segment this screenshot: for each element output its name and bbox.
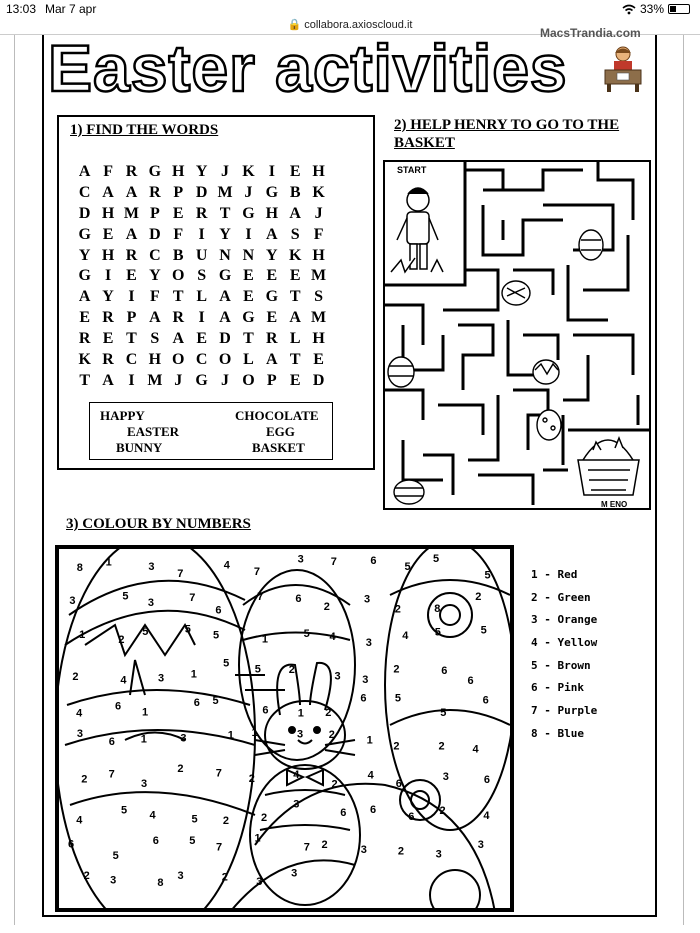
word-search-letter[interactable]: C [78,183,91,201]
colour-legend [531,568,597,750]
word-search-letter[interactable]: O [218,351,232,369]
region-number: 2 [83,870,90,883]
region-number: 2 [321,839,328,851]
word-search-letter[interactable]: I [268,163,275,180]
region-number: 5 [433,552,440,565]
word-search-letter[interactable]: N [242,246,255,264]
word-search-letter[interactable]: I [128,371,135,389]
legend-item: 6 - Pink [531,681,584,695]
word-list-box [89,402,333,460]
region-number: 4 [76,814,83,827]
word-search-letter[interactable]: E [266,309,278,327]
word-search-letter[interactable]: H [172,163,185,180]
legend-item: 5 - Brown [531,658,591,672]
word-search-letter[interactable]: M [123,204,140,222]
region-number: 3 [297,728,304,741]
lock-icon: 🔒 [287,19,302,31]
word-search-grid [73,163,373,393]
word-search-letter[interactable]: M [311,309,327,327]
region-number: 1 [105,556,112,569]
region-number: 6 [340,807,347,819]
region-number: 5 [121,804,128,817]
region-number: 5 [394,692,402,705]
word-search-letter[interactable]: U [195,246,208,264]
region-number: 3 [147,596,155,609]
word-search-letter[interactable]: A [78,288,91,306]
word-search-letter[interactable]: I [104,267,112,285]
region-number: 2 [81,773,88,786]
word-search-row [73,163,373,184]
section2-title-line2: BASKET [394,135,455,151]
region-number: 5 [480,624,487,637]
word-search-letter[interactable]: R [102,351,114,369]
teacher-logo-icon [603,44,643,94]
region-number: 7 [108,768,115,781]
region-number: 4 [472,743,479,756]
word-search-letter[interactable]: E [289,267,301,285]
word-search-letter[interactable]: C [125,351,138,369]
region-number: 3 [477,839,484,852]
battery-percent: 33% [639,2,664,16]
region-number: 3 [180,732,187,745]
word-search-letter[interactable]: T [172,288,184,306]
word-search-letter[interactable]: R [102,309,114,327]
region-number: 4 [329,630,336,643]
region-number: 5 [434,626,441,639]
word-search-row [73,288,373,309]
word-search-letter[interactable]: A [219,288,231,306]
word-search-letter[interactable]: F [173,225,184,243]
word-search-letter[interactable]: E [196,330,207,348]
word-search-letter[interactable]: A [172,330,185,348]
region-number: 6 [467,674,474,687]
url-text: collabora.axioscloud.it [304,19,413,31]
legend-item: 4 - Yellow [531,636,598,650]
word-search-letter[interactable]: A [102,183,114,201]
region-number: 7 [216,841,223,854]
legend-item: 8 - Blue [531,726,584,740]
section2-title-line1: 2) HELP HENRY TO GO TO THE [394,117,620,133]
region-number: 3 [293,798,300,811]
word-search-letter[interactable]: G [218,267,232,285]
region-number: 6 [483,774,491,787]
region-number: 3 [177,869,184,882]
word-search-letter[interactable]: G [195,371,208,389]
word-search-letter[interactable]: D [149,225,161,243]
word-search-letter[interactable]: G [265,288,279,306]
region-number: 1 [297,707,304,720]
word-search-letter[interactable]: I [128,288,135,306]
region-number: 4 [402,629,409,642]
region-number: 4 [367,769,374,782]
word-search-row [73,205,373,226]
word-search-row [73,184,373,205]
word-search-letter[interactable]: I [198,309,205,327]
word-list-item: BUNNY [116,440,163,455]
word-search-letter[interactable]: S [314,288,324,306]
word-search-letter[interactable]: J [221,371,230,389]
region-number: 6 [115,700,122,713]
region-number: 1 [251,727,258,739]
status-time: 13:03 [6,2,37,16]
word-search-letter[interactable]: Y [219,225,231,243]
word-search-letter[interactable]: S [197,267,207,285]
word-search-letter[interactable]: H [148,351,162,369]
region-number: 4 [120,674,127,687]
word-search-letter[interactable]: A [125,225,138,243]
word-search-letter[interactable]: E [102,330,114,348]
region-number: 2 [393,663,400,676]
region-number: 2 [248,772,255,785]
colour-by-numbers-frame [55,545,514,912]
region-number: 5 [112,849,119,862]
legend-item: 1 - Red [531,568,578,581]
maze [383,160,651,510]
word-search-letter[interactable]: O [172,267,185,285]
region-number: 2 [72,670,79,683]
word-search-letter[interactable]: A [125,183,138,201]
word-search-letter[interactable]: E [243,288,254,306]
word-search-letter[interactable]: E [266,267,278,285]
word-search-letter[interactable]: H [312,330,325,348]
word-search-letter[interactable]: R [149,183,161,201]
region-number: 2 [118,633,125,646]
word-search-letter[interactable]: T [243,330,254,348]
worksheet-title: Easter activities [48,31,568,105]
region-number: 6 [370,554,377,567]
word-search-letter[interactable]: H [101,204,115,222]
region-number: 1 [190,668,197,681]
word-search-letter[interactable]: T [79,371,91,389]
word-search-letter[interactable]: R [78,330,91,348]
section1-title: 1) FIND THE WORDS [70,122,219,138]
region-number: 2 [222,814,230,827]
region-number: 4 [149,809,156,822]
region-number: 3 [110,874,117,887]
legend-item: 2 - Green [531,590,591,604]
status-bar [0,0,700,18]
region-number: 3 [69,595,76,607]
region-number: 4 [223,559,230,572]
word-search-letter[interactable]: G [242,204,255,222]
word-search-letter[interactable]: G [242,309,255,327]
word-search-letter[interactable]: A [289,204,301,222]
word-search-letter[interactable]: J [221,163,230,180]
region-number: 5 [440,707,447,719]
word-list-item: EGG [266,424,295,439]
word-search-letter[interactable]: F [103,163,113,180]
word-search-row [73,351,373,372]
region-number: 7 [253,566,261,579]
status-date: Mar 7 apr [45,2,97,16]
word-search-letter[interactable]: E [243,267,254,285]
region-number: 5 [303,627,310,640]
region-number: 2 [331,778,338,791]
region-number: 3 [158,672,165,685]
word-search-letter[interactable]: T [126,330,137,348]
word-search-letter[interactable]: D [195,183,208,201]
region-number: 5 [484,569,491,582]
word-search-letter[interactable]: Y [266,246,278,264]
word-search-letter[interactable]: R [172,309,185,327]
word-search-letter[interactable]: Y [149,267,161,285]
region-number: 6 [408,811,415,824]
word-search-letter[interactable]: H [265,204,279,222]
legend-item: 7 - Purple [531,704,598,718]
word-search-letter[interactable]: E [102,225,114,243]
region-number: 5 [142,626,149,638]
region-number: 1 [227,729,234,742]
region-number: 3 [76,727,84,740]
region-number: 3 [256,876,263,889]
word-list-item: EASTER [127,424,180,439]
word-search-letter[interactable]: M [217,183,233,201]
word-search-letter[interactable]: F [313,225,324,243]
word-list-item: CHOCOLATE [235,408,319,423]
region-number: 3 [297,553,304,566]
word-search-letter[interactable]: J [174,371,183,389]
word-search-letter[interactable]: J [244,183,253,201]
region-number: 7 [189,592,196,605]
word-search-letter[interactable]: P [126,309,137,327]
region-number: 3 [364,593,371,606]
word-search-letter[interactable]: H [312,163,325,180]
region-number: 2 [221,871,228,884]
region-number: 3 [148,561,155,574]
word-search-letter[interactable]: P [266,371,277,389]
region-number: 5 [122,590,129,603]
word-search-letter[interactable]: G [265,183,279,201]
word-search-letter[interactable]: A [266,351,278,369]
word-search-letter[interactable]: P [149,204,160,222]
legend-item: 3 - Orange [531,613,598,627]
word-search-row [73,330,373,351]
region-number: 2 [394,603,401,616]
region-number: 3 [141,777,148,790]
region-number: 6 [68,838,75,851]
word-search-letter[interactable]: T [289,351,301,369]
word-search-letter[interactable]: E [79,309,91,327]
region-number: 2 [393,740,400,753]
word-search-letter[interactable]: M [311,267,327,285]
word-search-letter[interactable]: F [149,288,160,306]
word-search-letter[interactable]: D [78,204,91,222]
region-number: 4 [76,707,83,720]
region-number: 3 [365,637,372,650]
maze-end-label: M ENO [601,500,628,509]
section3-title: 3) COLOUR BY NUMBERS [66,516,251,532]
word-search-letter[interactable]: E [172,204,184,222]
word-search-letter[interactable]: D [312,371,325,389]
region-number: 2 [177,763,184,776]
word-search-letter[interactable]: L [196,288,207,306]
word-search-letter[interactable]: K [242,163,255,180]
region-number: 3 [435,848,442,861]
region-number: 1 [254,832,261,845]
region-number: 6 [215,604,222,617]
word-search-letter[interactable]: L [243,351,254,369]
word-search-letter[interactable]: A [102,371,114,389]
word-search-letter[interactable]: H [101,246,115,264]
region-number: 2 [439,805,446,817]
status-right [622,2,690,16]
region-number: 6 [370,804,377,816]
word-search-letter[interactable]: G [78,267,91,285]
word-search-row [73,267,373,288]
word-search-letter[interactable]: E [313,351,324,369]
region-number: 8 [434,602,441,615]
region-number: 1 [140,733,147,746]
region-number: 2 [397,845,405,858]
region-number: 8 [157,877,164,890]
page-edge-left [14,35,15,925]
word-search-letter[interactable]: B [172,246,184,264]
easter-basket-icon [578,438,639,495]
region-number: 2 [261,811,268,824]
word-search-letter[interactable]: H [312,246,325,264]
region-number: 4 [483,810,490,822]
word-search-letter[interactable]: E [289,371,301,389]
maze-start-label: START [397,165,427,175]
region-number: 8 [76,562,83,575]
region-number: 5 [404,560,411,573]
region-number: 6 [360,692,367,705]
word-search-row [73,372,373,393]
region-number: 6 [295,592,302,605]
region-number: 2 [438,740,445,753]
region-number: 1 [261,633,269,646]
word-search-letter[interactable]: D [219,330,231,348]
region-number: 3 [334,670,341,683]
word-search-letter[interactable]: T [289,288,301,306]
region-number: 7 [330,556,337,569]
region-number: 2 [475,591,482,604]
region-number: 6 [482,694,489,707]
word-search-letter[interactable]: O [242,371,255,389]
battery-icon [668,4,690,14]
word-search-letter[interactable]: K [312,183,325,201]
region-number: 6 [152,834,159,847]
region-number: 7 [215,767,222,780]
wifi-icon [622,4,636,15]
word-search-letter[interactable]: P [173,183,184,201]
word-search-letter[interactable]: R [195,204,208,222]
region-number: 6 [441,664,448,677]
region-number: 7 [303,841,310,854]
word-search-letter[interactable]: O [172,351,185,369]
word-list-item: HAPPY [100,408,145,423]
region-number: 6 [193,696,200,709]
region-number: 3 [360,843,367,856]
word-search-letter[interactable]: B [289,183,301,201]
word-search-letter[interactable]: K [288,246,302,264]
word-search-letter[interactable]: I [245,225,252,243]
word-search-letter[interactable]: A [78,163,91,180]
word-search-letter[interactable]: J [314,204,323,222]
region-number: 3 [362,674,369,687]
word-search-letter[interactable]: S [150,330,160,348]
word-search-letter[interactable]: A [266,225,278,243]
region-number: 5 [184,623,191,636]
word-search-row [73,309,373,330]
region-number: 4 [293,768,300,781]
word-search-letter[interactable]: K [78,351,91,369]
word-search-letter[interactable]: C [195,351,208,369]
region-number: 5 [223,657,230,670]
region-number: 6 [395,778,402,791]
word-list-item: BASKET [252,440,305,455]
region-number: 6 [108,735,115,748]
word-search-letter[interactable]: E [126,267,137,285]
region-number: 5 [191,813,198,826]
word-search-letter[interactable]: M [147,371,163,389]
word-search-letter[interactable]: Y [195,163,208,180]
region-number: 1 [79,629,86,642]
word-search-letter[interactable]: A [219,309,231,327]
region-number: 3 [291,867,298,880]
word-search-letter[interactable]: C [149,246,161,264]
region-number: 5 [213,629,220,642]
word-search-letter[interactable]: L [289,330,301,348]
region-number: 5 [212,694,219,707]
region-number: 2 [323,600,330,613]
word-search-letter[interactable]: N [219,246,231,264]
word-search-letter[interactable]: Y [78,246,91,264]
region-number: 7 [177,567,184,580]
region-number: 1 [366,734,373,747]
region-number: 3 [442,771,449,783]
word-search-letter[interactable]: Y [102,288,114,306]
watermark: MacsTrandia.com [540,26,641,40]
word-search-row [73,247,373,268]
page-edge-right [683,35,684,925]
word-search-letter[interactable]: E [289,163,301,180]
word-search-letter[interactable]: I [198,225,205,243]
region-number: 6 [262,704,269,717]
region-number: 2 [325,706,332,719]
region-number: 5 [254,663,261,676]
region-number: 2 [288,664,295,677]
word-search-letter[interactable]: T [219,204,231,222]
boy-henry [391,188,443,272]
word-search-letter[interactable]: R [125,246,138,264]
word-search-letter[interactable]: G [78,225,91,243]
word-search-letter[interactable]: G [148,163,162,180]
word-search-letter[interactable]: S [290,225,300,243]
word-search-letter[interactable]: A [149,309,161,327]
region-number: 5 [189,835,196,847]
word-search-letter[interactable]: A [289,309,301,327]
word-search-letter[interactable]: R [266,330,278,348]
word-search-row [73,226,373,247]
region-number: 2 [328,729,335,741]
region-number: 7 [257,591,264,604]
word-search-letter[interactable]: R [125,163,138,180]
region-number: 1 [142,706,149,719]
